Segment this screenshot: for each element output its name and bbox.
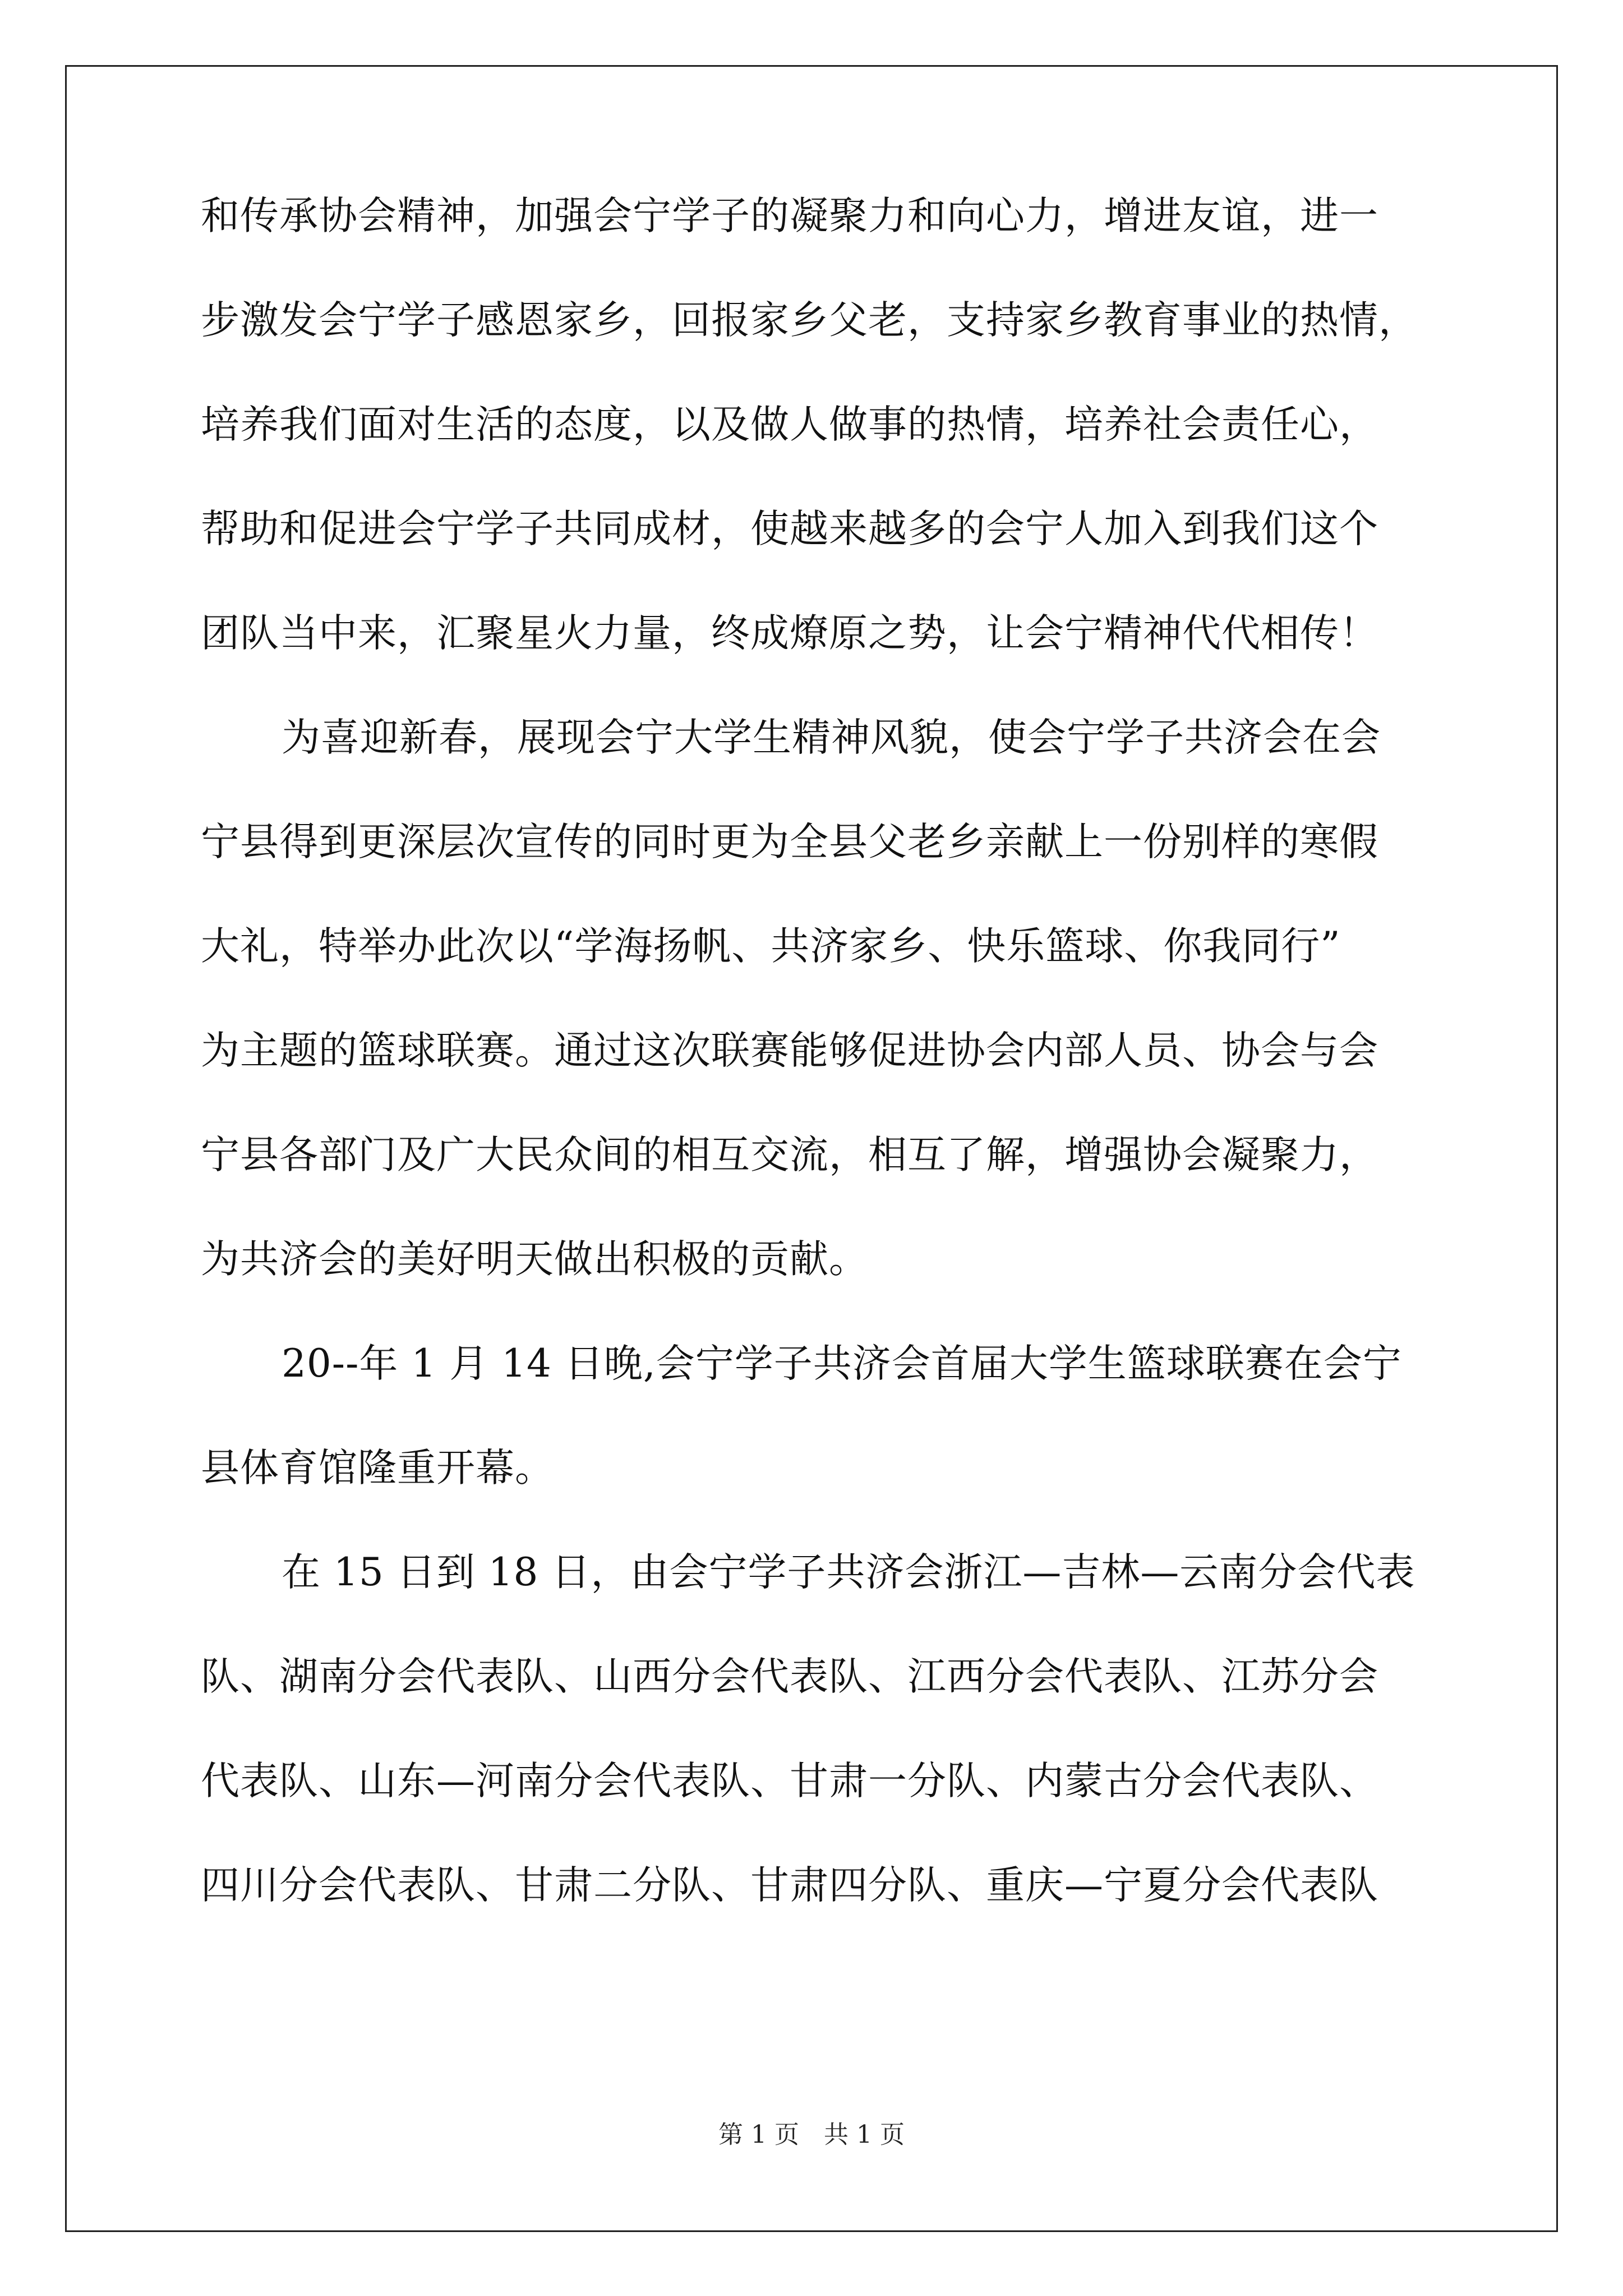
- text-line: 步激发会宁学子感恩家乡，回报家乡父老，支持家乡教育事业的热情，: [201, 298, 1418, 343]
- text-line: 队、湖南分会代表队、山西分会代表队、江西分会代表队、江苏分会: [201, 1654, 1378, 1699]
- text-line: 代表队、山东—河南分会代表队、甘肃一分队、内蒙古分会代表队、: [201, 1759, 1378, 1803]
- text-line: 培养我们面对生活的态度，以及做人做事的热情，培养社会责任心，: [201, 402, 1378, 447]
- text-line: 为共济会的美好明天做出积极的贡献。: [201, 1237, 868, 1282]
- paragraph-start-line: 在 15 日到 18 日，由会宁学子共济会浙江—吉林—云南分会代表: [282, 1550, 1415, 1595]
- text-line: 和传承协会精神，加强会宁学子的凝聚力和向心力，增进友谊，进一: [201, 194, 1378, 238]
- text-line: 为主题的篮球联赛。通过这次联赛能够促进协会内部人员、协会与会: [201, 1028, 1378, 1073]
- text-line: 县体育馆隆重开幕。: [201, 1446, 554, 1490]
- page-number-footer: 第 1 页 共 1 页: [718, 2120, 905, 2149]
- text-line: 大礼，特举办此次以“学海扬帆、共济家乡、快乐篮球、你我同行”: [201, 924, 1341, 969]
- paragraph-start-line: 20--年 1 月 14 日晚,会宁学子共济会首届大学生篮球联赛在会宁: [282, 1341, 1402, 1386]
- text-line: 四川分会代表队、甘肃二分队、甘肃四分队、重庆—宁夏分会代表队: [201, 1863, 1378, 1908]
- text-line: 宁县得到更深层次宣传的同时更为全县父老乡亲献上一份别样的寒假: [201, 820, 1378, 864]
- paragraph-start-line: 为喜迎新春，展现会宁大学生精神风貌，使会宁学子共济会在会: [282, 715, 1381, 760]
- text-line: 帮助和促进会宁学子共同成材，使越来越多的会宁人加入到我们这个: [201, 507, 1378, 551]
- text-line: 宁县各部门及广大民众间的相互交流，相互了解，增强协会凝聚力，: [201, 1133, 1378, 1177]
- text-line: 团队当中来，汇聚星火力量，终成燎原之势，让会宁精神代代相传！: [201, 611, 1378, 656]
